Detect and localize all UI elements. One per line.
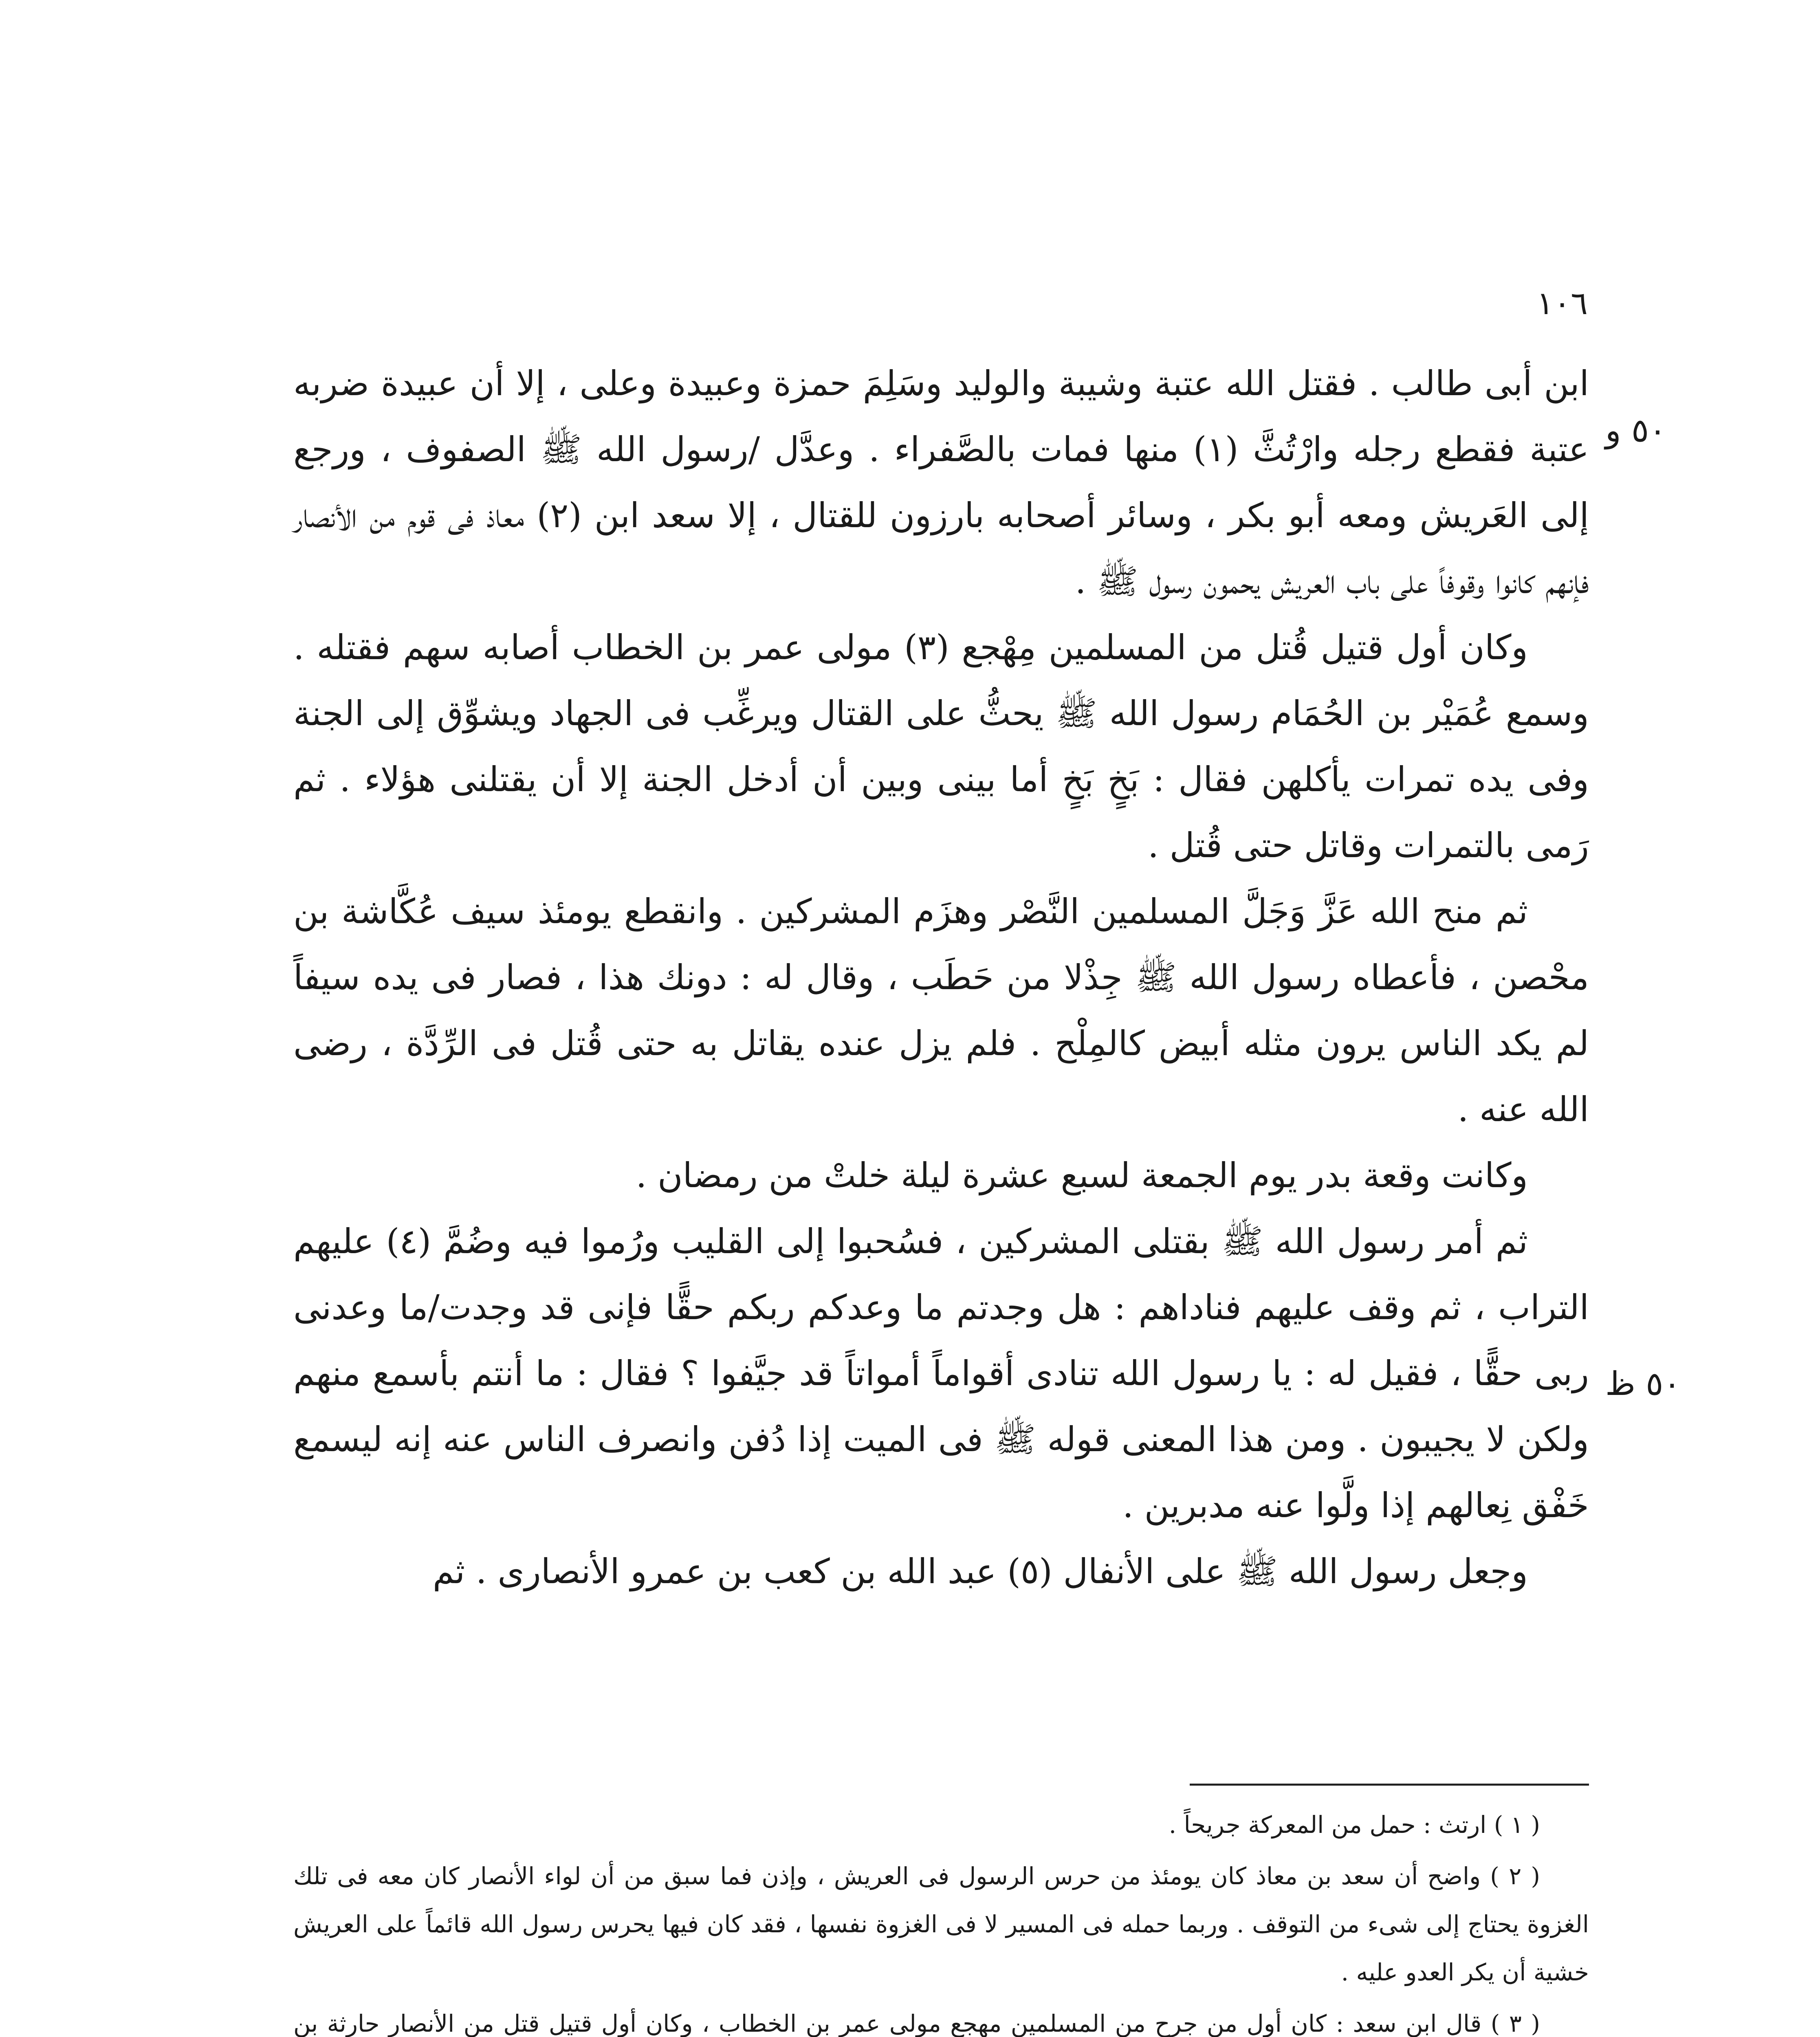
paragraph: وكانت وقعة بدر يوم الجمعة لسبع عشرة ليلة خلتْ من رمضان . [636, 1155, 1528, 1195]
paragraph: ابن أبى طالب . فقتل الله عتبة وشيبة والوليد وسَلِمَ حمزة وعبيدة وعلى ، إلا أن عبيدة ضربه عتبة فقطع رجله وارْتُثَّ (١) منها فمات بالصَّفراء . وعدَّل /رسول الله ﷺ الصفوف ، ورجع إلى العَريش ومعه أبو بكر ، وسائر أصحابه بارزون للقتال ، إلا سعد ابن (٢) معاذ فى قوم من الأنصار فإنهم كانوا وقوفاً على باب العريش يحمون رسول ﷺ . [293, 363, 1589, 601]
page-number: ١٠٦ [1536, 285, 1588, 322]
footnote-divider [1190, 1784, 1589, 1786]
margin-folio-note: ٥٠ و [1605, 411, 1666, 449]
margin-folio-note: ٥٠ ظ [1605, 1365, 1681, 1403]
main-text [293, 350, 1589, 1604]
footnote: ( ٢ ) واضح أن سعد بن معاذ كان يومئذ من حرس الرسول فى العريش ، وإذن فما سبق من أن لواء الأنصار كان معه فى تلك الغزوة يحتاج إلى شىء من التوقف . وربما حمله فى المسير لا فى الغزوة نفسها ، فقد كان فيها يحرس رسول الله قائماً على العريش خشية أن يكر العدو عليه . [293, 1862, 1589, 1986]
paragraph: ثم أمر رسول الله ﷺ بقتلى المشركين ، فسُحبوا إلى القليب ورُموا فيه وضُمَّ (٤) عليهم التراب ، ثم وقف عليهم فناداهم : هل وجدتم ما وعدكم ربكم حقًّا فإنى قد وجدت/ما وعدنى ربى حقًّا ، فقيل له : يا رسول الله تنادى أقواماً أمواتاً قد جيَّفوا ؟ فقال : ما أنتم بأسمع منهم ولكن لا يجيبون . ومن هذا المعنى قوله ﷺ فى الميت إذا دُفن وانصرف الناس عنه إنه ليسمع خَفْق نِعالهم إذا ولَّوا عنه مدبرين . [293, 1221, 1589, 1525]
paragraph: وجعل رسول الله ﷺ على الأنفال (٥) عبد الله بن كعب بن عمرو الأنصارى . ثم [432, 1551, 1528, 1591]
paragraph: وكان أول قتيل قُتل من المسلمين مِهْجع (٣) مولى عمر بن الخطاب أصابه سهم فقتله . وسمع عُمَيْر بن الحُمَام رسول الله ﷺ يحثُّ على القتال ويرغِّب فى الجهاد ويشوِّق إلى الجنة وفى يده تمرات يأكلهن فقال : بَخٍ بَخٍ أما بينى وبين أن أدخل الجنة إلا أن يقتلنى هؤلاء . ثم رَمى بالتمرات وقاتل حتى قُتل . [293, 627, 1589, 865]
footnotes [293, 1801, 1589, 2037]
footnote: ( ١ ) ارتث : حمل من المعركة جريحاً . [1169, 1811, 1540, 1839]
paragraph: ثم منح الله عَزَّ وَجَلَّ المسلمين النَّصْر وهزَم المشركين . وانقطع يومئذ سيف عُكَّاشة بن محْصن ، فأعطاه رسول الله ﷺ جِذْلا من حَطَب ، وقال له : دونك هذا ، فصار فى يده سيفاً لم يكد الناس يرون مثله أبيض كالمِلْح . فلم يزل عنده يقاتل به حتى قُتل فى الرِّدَّة ، رضى الله عنه . [293, 891, 1589, 1129]
footnote: ( ٣ ) قال ابن سعد : كان أول من جرح من المسلمين مهجع مولى عمر بن الخطاب ، وكان أول قتيل قتل من الأنصار حارثة بن [293, 2010, 1540, 2037]
